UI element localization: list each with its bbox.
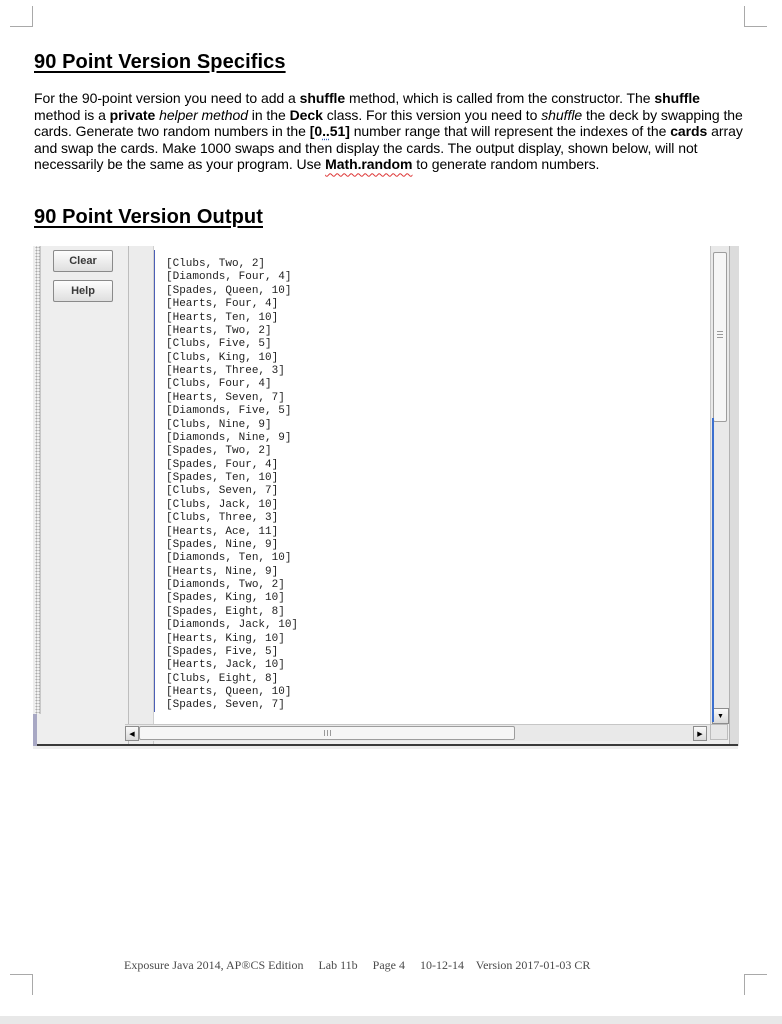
text-cursor-line <box>154 250 155 712</box>
horizontal-scroll-thumb[interactable] <box>139 726 515 740</box>
crop-mark-bottom-right-vertical <box>744 974 745 995</box>
crop-mark-top-right-vertical <box>744 6 745 27</box>
card-output-line: [Diamonds, Four, 4] <box>166 271 292 284</box>
window-edge-bar <box>33 714 37 746</box>
card-output-line: [Spades, Ten, 10] <box>166 472 279 484</box>
window-bottom-edge <box>37 744 738 746</box>
keyword-private: private <box>109 106 156 123</box>
text-run: in the <box>247 106 290 123</box>
page-bottom-band <box>0 1016 782 1024</box>
card-output-line: [Clubs, Four, 4] <box>166 378 272 391</box>
focus-accent-edge <box>712 418 714 722</box>
window-right-rail <box>729 246 739 746</box>
card-output-line: [Diamonds, Jack, 10] <box>166 619 299 632</box>
card-output-line: [Hearts, King, 10] <box>166 632 285 645</box>
crop-mark-top-left-horizontal <box>10 26 33 27</box>
help-button[interactable]: Help <box>53 280 113 302</box>
card-output-line: [Hearts, Nine, 9] <box>166 565 279 578</box>
text-run: class. For this version you need to <box>322 106 542 123</box>
card-output-line: [Spades, King, 10] <box>166 592 285 605</box>
card-output-line: [Clubs, Seven, 7] <box>166 485 279 498</box>
button-panel <box>43 246 129 744</box>
card-output-line: [Spades, Five, 5] <box>166 645 279 658</box>
range-close: 51] <box>329 123 350 140</box>
text-gutter <box>129 246 154 744</box>
scroll-down-arrow-icon[interactable]: ▼ <box>712 708 729 724</box>
section-heading-specifics: 90 Point Version Specifics <box>34 51 286 73</box>
card-output-line: [Spades, Seven, 7] <box>166 699 285 712</box>
text-run: number range that will represent the indexes of the <box>349 123 671 140</box>
card-output-line: [Clubs, Two, 2] <box>166 258 266 270</box>
card-output-line: [Spades, Eight, 8] <box>166 605 285 618</box>
card-output-line: [Diamonds, Five, 5] <box>166 405 292 418</box>
range-open: [0 <box>309 123 323 140</box>
card-output-line: [Spades, Four, 4] <box>166 458 279 471</box>
card-output-line: [Hearts, Two, 2] <box>166 324 272 337</box>
keyword-shuffle: shuffle <box>299 90 346 106</box>
text-run: array and swap the cards. Make 1000 swaps and then display the cards. The output display, shown below, will not necessarily be the same as your program. Use <box>34 123 743 173</box>
crop-mark-bottom-right-horizontal <box>744 974 767 975</box>
vertical-scroll-thumb[interactable] <box>713 252 727 422</box>
card-output-line: [Hearts, Four, 4] <box>166 298 279 311</box>
crop-mark-top-right-horizontal <box>744 26 767 27</box>
clear-button[interactable]: Clear <box>53 250 113 272</box>
keyword-shuffle: shuffle <box>654 90 700 106</box>
card-output-list <box>166 258 298 713</box>
page-footer: Exposure Java 2014, AP®CS Edition Lab 11b Page 4 10-12-14 Version 2017-01-03 CR <box>124 958 591 972</box>
specifics-paragraph <box>34 90 746 173</box>
horizontal-scrollbar[interactable] <box>125 724 710 741</box>
output-text-area[interactable] <box>153 246 711 724</box>
card-output-line: [Hearts, Seven, 7] <box>166 391 285 404</box>
text-run: method is a <box>34 106 110 123</box>
scroll-grip-icon <box>717 331 723 338</box>
card-output-line: [Spades, Nine, 9] <box>166 538 279 551</box>
card-output-line: [Clubs, Eight, 8] <box>166 672 279 685</box>
card-output-line: [Clubs, King, 10] <box>166 351 279 364</box>
number-range <box>310 123 350 139</box>
card-output-line: [Hearts, Ace, 11] <box>166 525 279 538</box>
text-run: the deck by swapping the cards. Generate two random numbers in the <box>34 106 743 140</box>
card-output-line: [Hearts, Three, 3] <box>166 365 285 377</box>
output-window-screenshot <box>33 246 738 749</box>
card-output-line: [Diamonds, Ten, 10] <box>166 552 292 565</box>
term-shuffle: shuffle <box>541 106 583 123</box>
card-output-line: [Diamonds, Nine, 9] <box>166 431 292 444</box>
keyword-cards: cards <box>670 123 708 140</box>
scroll-grip-icon <box>324 730 331 736</box>
scroll-left-arrow-icon[interactable]: ◀ <box>125 726 139 741</box>
window-edge-texture <box>35 246 41 714</box>
text-run: to generate random numbers. <box>412 156 600 173</box>
text-run: For the 90-point version you need to add a <box>34 90 300 106</box>
crop-mark-top-left-vertical <box>32 6 33 27</box>
scroll-right-arrow-icon[interactable]: ▶ <box>693 726 707 741</box>
card-output-line: [Spades, Two, 2] <box>166 445 272 458</box>
card-output-line: [Clubs, Jack, 10] <box>166 498 279 511</box>
scrollbar-corner <box>710 724 728 740</box>
term-helper-method: helper method <box>159 106 248 123</box>
section-heading-output: 90 Point Version Output <box>34 206 263 228</box>
text-run: method, which is called from the constructor. The <box>345 90 655 106</box>
card-output-line: [Hearts, Ten, 10] <box>166 311 279 324</box>
card-output-line: [Hearts, Jack, 10] <box>166 659 285 672</box>
card-output-line: [Spades, Queen, 10] <box>166 284 292 297</box>
crop-mark-bottom-left-vertical <box>32 974 33 995</box>
range-dots: .. <box>322 123 330 140</box>
card-output-line: [Clubs, Three, 3] <box>166 512 279 525</box>
crop-mark-bottom-left-horizontal <box>10 974 33 975</box>
card-output-line: [Clubs, Nine, 9] <box>166 418 272 431</box>
keyword-deck: Deck <box>289 106 323 123</box>
card-output-line: [Diamonds, Two, 2] <box>166 579 285 591</box>
card-output-line: [Hearts, Queen, 10] <box>166 686 292 698</box>
card-output-line: [Clubs, Five, 5] <box>166 338 272 351</box>
keyword-math-random: Math.random <box>325 156 413 173</box>
